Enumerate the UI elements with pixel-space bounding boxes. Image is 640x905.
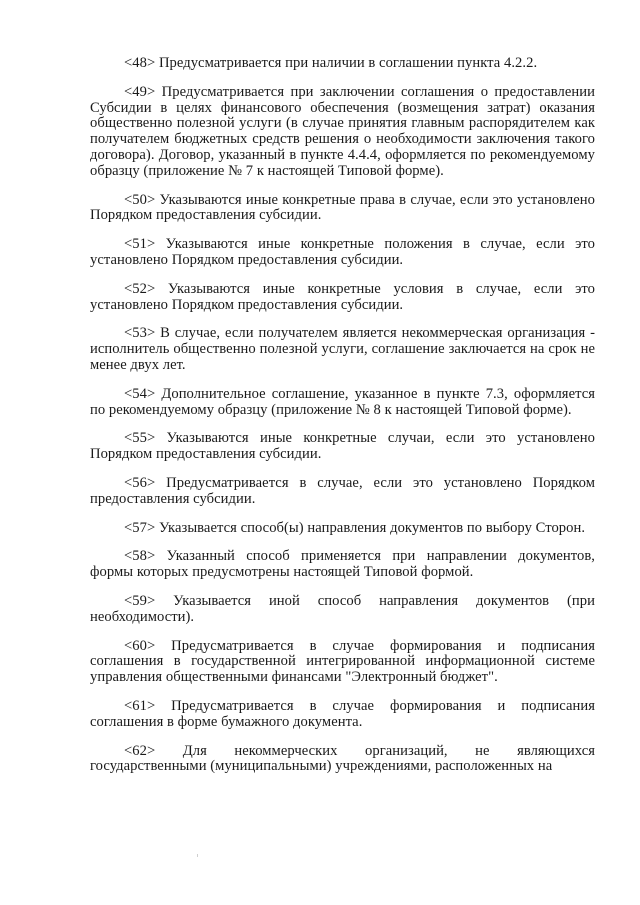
footnote-54: <54> Дополнительное соглашение, указанное в пункте 7.3, оформляется по рекомендуемому образцу (приложение № 8 к настоящей Типовой форме).: [90, 385, 595, 418]
footnote-52: <52> Указываются иные конкретные условия в случае, если это установлено Порядком предоставления субсидии.: [90, 280, 595, 313]
footnote-59: <59> Указывается иной способ направления документов (при необходимости).: [90, 592, 595, 625]
scan-speck: [197, 854, 198, 857]
footnote-51: <51> Указываются иные конкретные положения в случае, если это установлено Порядком предоставления субсидии.: [90, 236, 595, 268]
footnote-58: <58> Указанный способ применяется при направлении документов, формы которых предусмотрены настоящей Типовой формой.: [90, 548, 595, 581]
footnotes-list: [90, 56, 595, 788]
footnote-60: <60> Предусматривается в случае формирования и подписания соглашения в государственной интегрированной информационной системе управления общественными финансами "Электронный бюджет".: [90, 637, 595, 686]
footnote-50: <50> Указываются иные конкретные права в случае, если это установлено Порядком предоставления субсидии.: [90, 191, 595, 224]
footnote-56: <56> Предусматривается в случае, если это установлено Порядком предоставления субсидии.: [90, 474, 595, 507]
footnote-48: <48> Предусматривается при наличии в соглашении пункта 4.2.2.: [124, 55, 538, 71]
footnote-57: <57> Указывается способ(ы) направления документов по выбору Сторон.: [124, 519, 586, 536]
footnote-62: <62> Для некоммерческих организаций, не являющихся государственными (муниципальными) учреждениями, расположенных на: [90, 742, 595, 775]
footnote-61: <61> Предусматривается в случае формирования и подписания соглашения в форме бумажного документа.: [90, 697, 595, 730]
footnote-53: <53> В случае, если получателем является некоммерческая организация - исполнитель общественно полезной услуги, соглашение заключается на срок не менее двух лет.: [90, 325, 595, 373]
footnote-49: <49> Предусматривается при заключении соглашения о предоставлении Субсидии в целях финансового обеспечения (возмещения затрат) оказания общественно полезной услуги (в случае принятия главным распорядителем как получателем бюджетных средств решения о необходимости заключения такого договора). Договор, указанный в пункте 4.4.4, оформляется по рекомендуемому образцу (приложение № 7 к настоящей Типовой форме).: [90, 83, 595, 179]
footnote-55: <55> Указываются иные конкретные случаи, если это установлено Порядком предоставления субсидии.: [90, 430, 595, 463]
